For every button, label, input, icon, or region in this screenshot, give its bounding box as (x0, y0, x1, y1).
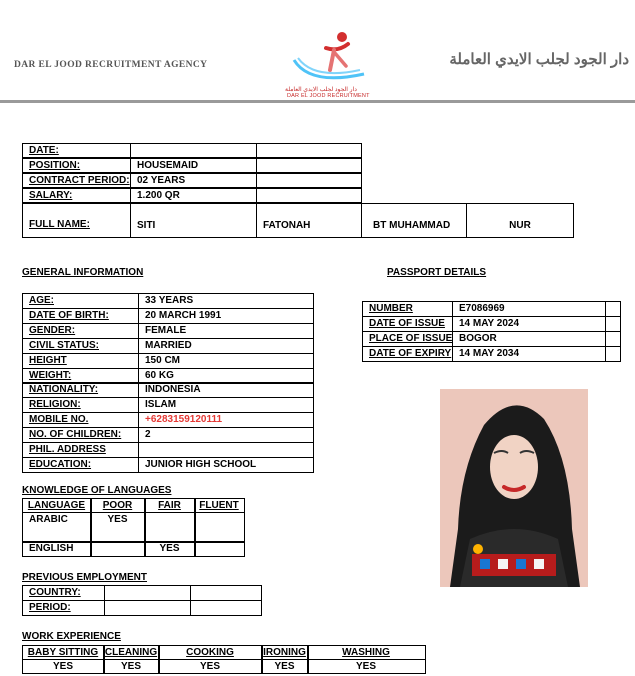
passport-label: DATE OF ISSUE (369, 318, 445, 329)
passport-details-title: PASSPORT DETAILS (387, 267, 487, 278)
top-row-position-extra-cell (256, 158, 362, 173)
salary-value: 1.200 QR (137, 190, 180, 201)
top-row-date-value-cell (130, 143, 257, 158)
full-name-label: FULL NAME: (29, 219, 90, 230)
work-value-2: YES (199, 661, 220, 672)
lang-row-language: ARABIC (29, 514, 68, 525)
passport-value: 14 MAY 2034 (459, 348, 520, 359)
prev-value-cell (190, 585, 262, 601)
lang-cell (90, 541, 146, 557)
salary-label: SALARY: (29, 190, 73, 201)
work-header-4: WASHING (342, 647, 390, 658)
contract-period-value: 02 YEARS (137, 175, 186, 186)
lang-header-language: LANGUAGE (27, 500, 86, 511)
applicant-photo (440, 389, 588, 587)
general-value: 20 MARCH 1991 (145, 310, 222, 321)
passport-extra-cell (605, 331, 621, 347)
top-row-date-extra-cell (256, 143, 362, 158)
name-part-0: SITI (137, 220, 156, 231)
passport-extra-cell (605, 346, 621, 362)
general-value: INDONESIA (145, 384, 201, 395)
position-value: HOUSEMAID (137, 160, 199, 171)
lang-cell (194, 541, 245, 557)
prev-period-label: PERIOD: (29, 602, 71, 613)
general-value: ISLAM (145, 399, 177, 410)
passport-label: DATE OF EXPIRY (369, 348, 452, 359)
prev-value-cell (104, 600, 191, 616)
lang-cell (144, 512, 196, 543)
work-value-1: YES (120, 661, 141, 672)
general-label: NO. OF CHILDREN: (29, 429, 122, 440)
general-value: 2 (145, 429, 151, 440)
general-value: FEMALE (145, 325, 187, 336)
general-label: RELIGION: (29, 399, 81, 410)
general-value: 60 KG (145, 370, 174, 381)
name-part-2: BT MUHAMMAD (373, 220, 451, 231)
general-value-cell (138, 442, 314, 458)
general-label: CIVIL STATUS: (29, 340, 99, 351)
work-header-2: COOKING (186, 647, 234, 658)
general-label: GENDER: (29, 325, 76, 336)
passport-value: BOGOR (459, 333, 497, 344)
work-header-1: CLEANING (104, 647, 158, 658)
general-label: EDUCATION: (29, 459, 92, 470)
general-value: MARRIED (145, 340, 192, 351)
work-header-0: BABY SITTING (27, 647, 99, 658)
work-value-0: YES (52, 661, 73, 672)
agency-name-english: DAR EL JOOD RECRUITMENT AGENCY (14, 60, 208, 70)
general-label: NATIONALITY: (29, 384, 99, 395)
lang-header-poor: POOR (102, 500, 133, 511)
general-value: 150 CM (145, 355, 181, 366)
work-value-3: YES (274, 661, 295, 672)
agency-name-arabic: دار الجود لجلب الايدي العاملة (449, 51, 629, 68)
prev-value-cell (190, 600, 262, 616)
lang-header-fluent: FLUENT (199, 500, 239, 511)
passport-label: NUMBER (369, 303, 413, 314)
passport-extra-cell (605, 316, 621, 332)
passport-extra-cell (605, 301, 621, 317)
general-info-title: GENERAL INFORMATION (22, 267, 144, 278)
logo-caption-arabic: دار الجود لجلب الايدي العاملة (285, 87, 357, 93)
passport-label: PLACE OF ISSUE (369, 333, 453, 344)
top-row-contract-period-extra-cell (256, 173, 362, 188)
lang-header-fair: FAIR (158, 500, 181, 511)
contract-period-label: CONTRACT PERIOD: (29, 175, 130, 186)
passport-value: 14 MAY 2024 (459, 318, 520, 329)
name-part-3: NUR (509, 220, 531, 231)
passport-value: E7086969 (459, 303, 505, 314)
lang-cell (194, 512, 245, 543)
prev-value-cell (104, 585, 191, 601)
general-label: HEIGHT (29, 355, 67, 366)
lang-row-fair: YES (159, 543, 180, 554)
languages-title: KNOWLEDGE OF LANGUAGES (22, 485, 172, 496)
logo-caption-english: DAR EL JOOD RECRUITMENT (287, 93, 370, 99)
general-label: AGE: (29, 295, 54, 306)
general-value: 33 YEARS (145, 295, 194, 306)
prev-country-label: COUNTRY: (29, 587, 81, 598)
name-part-1: FATONAH (263, 220, 311, 231)
general-label: PHIL. ADDRESS (29, 444, 106, 455)
general-value-cell (138, 427, 314, 443)
previous-employment-title: PREVIOUS EMPLOYMENT (22, 572, 148, 583)
work-value-4: YES (355, 661, 376, 672)
top-row-salary-extra-cell (256, 188, 362, 203)
general-label: WEIGHT: (29, 370, 72, 381)
lang-row-language: ENGLISH (29, 543, 74, 554)
lang-row-poor: YES (107, 514, 128, 525)
general-label: DATE OF BIRTH: (29, 310, 109, 321)
general-value: +6283159120111 (145, 414, 223, 425)
work-header-3: IRONING (263, 647, 306, 658)
agency-logo (290, 30, 370, 88)
position-label: POSITION: (29, 160, 81, 171)
general-value: JUNIOR HIGH SCHOOL (145, 459, 257, 470)
header-divider (0, 100, 635, 103)
general-label: MOBILE NO. (29, 414, 89, 425)
work-experience-title: WORK EXPERIENCE (22, 631, 121, 642)
date-label: DATE: (29, 145, 59, 156)
